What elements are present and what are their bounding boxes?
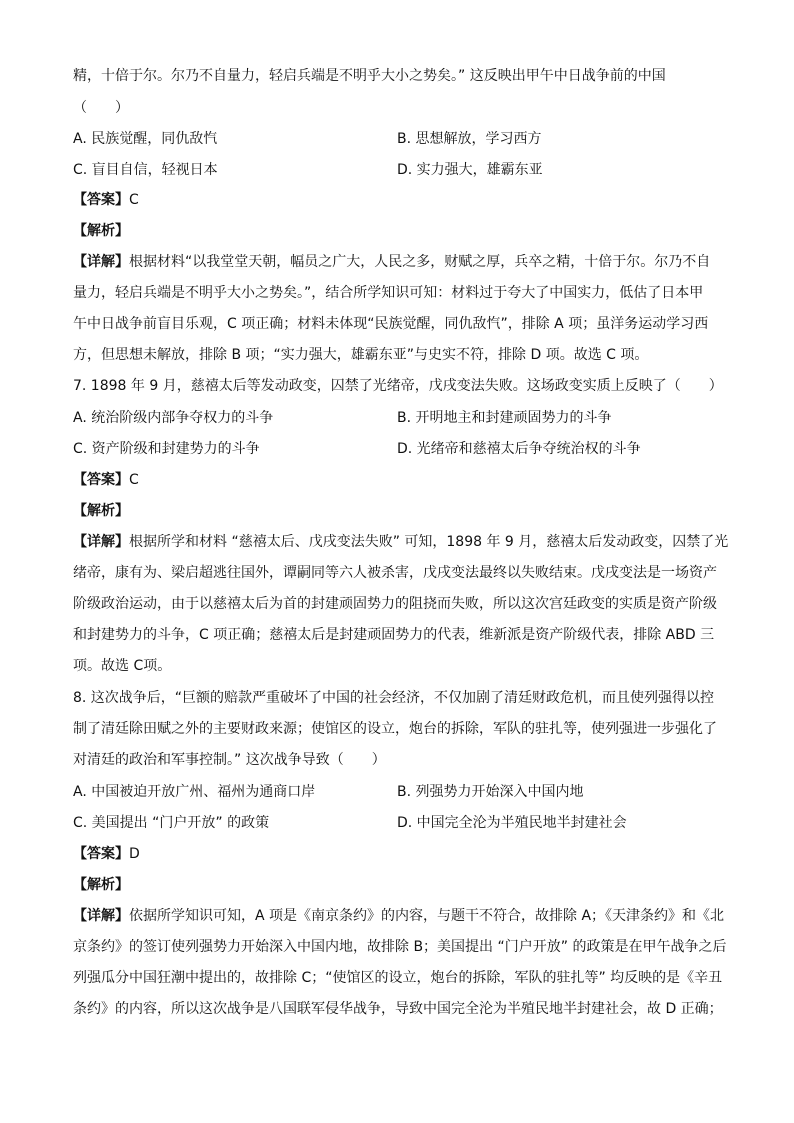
q8-option-d: D. 中国完全沦为半殖民地半封建社会 [397, 815, 627, 831]
q8-detail-line [73, 906, 724, 926]
q8-answer [73, 844, 140, 864]
q6-option-a: A. 民族觉醒，同仇敌忾 [73, 131, 218, 147]
q6-analysis-label: 【解析】 [73, 223, 129, 239]
detail-label: 【详解】 [73, 534, 129, 550]
q7-option-a: A. 统治阶级内部争夺权力的斗争 [73, 410, 274, 426]
q6-option-d: D. 实力强大，雄霸东亚 [397, 162, 543, 178]
q6-option-b: B. 思想解放，学习西方 [397, 131, 542, 147]
q7-answer [73, 470, 139, 490]
q7-detail-line: 项。故选 C项。 [73, 658, 172, 674]
q8-stem-line: 8. 这次战争后，“巨额的赔款严重破坏了中国的社会经济，不仅加剧了清廷财政危机，而且使列强得以控 [73, 690, 715, 706]
q6-answer [73, 190, 139, 210]
q7-stem: 7. 1898 年 9 月，慈禧太后等发动政变，囚禁了光绪帝，戊戌变法失败。这场政变实质上反映了（ ） [73, 378, 723, 394]
q7-detail-line: 阶级政治运动，由于以慈禧太后为首的封建顽固势力的阻挠而失败，所以这次宫廷政变的实质是资产阶级 [73, 596, 717, 612]
q8-detail-line: 列强瓜分中国狂潮中提出的，故排除 C；“使馆区的设立，炮台的拆除，军队的驻扎等” 均反映的是《辛丑 [73, 970, 723, 986]
q8-detail-line: 条约》的内容，所以这次战争是八国联军侵华战争，导致中国完全沦为半殖民地半封建社会，故 D 正确； [73, 1001, 723, 1017]
answer-value: C [129, 192, 139, 208]
detail-label: 【详解】 [73, 908, 129, 924]
q6-detail-line: 量力，轻启兵端是不明乎大小之势矣。”，结合所学知识可知：材料过于夸大了中国实力，低估了日本甲 [73, 285, 704, 301]
answer-value: C [129, 472, 139, 488]
q8-option-c: C. 美国提出 “门户开放” 的政策 [73, 815, 270, 831]
q6-option-c: C. 盲目自信，轻视日本 [73, 162, 218, 178]
q7-option-d: D. 光绪帝和慈禧太后争夺统治权的斗争 [397, 441, 641, 457]
q7-option-c: C. 资产阶级和封建势力的斗争 [73, 441, 260, 457]
answer-label: 【答案】 [73, 472, 129, 488]
q7-detail-line [73, 532, 728, 552]
detail-text: 依据所学知识可知，A 项是《南京条约》的内容，与题干不符合，故排除 A；《天津条约》和《北 [129, 908, 725, 924]
q7-analysis-label: 【解析】 [73, 503, 129, 519]
q8-option-a: A. 中国被迫开放广州、福州为通商口岸 [73, 784, 316, 800]
answer-value: D [129, 846, 140, 862]
detail-text: 根据所学和材料 “慈禧太后、戊戌变法失败” 可知，1898 年 9 月，慈禧太后发动政变，囚禁了光 [129, 534, 729, 550]
q8-analysis-label: 【解析】 [73, 877, 129, 893]
q6-detail-line [73, 252, 710, 272]
q8-detail-line: 京条约》的签订使列强势力开始深入中国内地，故排除 B；美国提出 “门户开放” 的政策是在甲午战争之后 [73, 939, 727, 955]
answer-label: 【答案】 [73, 846, 129, 862]
q7-option-b: B. 开明地主和封建顽固势力的斗争 [397, 410, 612, 426]
q8-option-b: B. 列强势力开始深入中国内地 [397, 784, 584, 800]
q6-paren: （ ） [73, 100, 129, 116]
q7-detail-line: 和封建势力的斗争，C 项正确；慈禧太后是封建顽固势力的代表，维新派是资产阶级代表，排除 ABD 三 [73, 627, 715, 643]
q7-detail-line: 绪帝，康有为、梁启超逃往国外，谭嗣同等六人被杀害，戊戌变法最终以失败结束。戊戌变法是一场资产 [73, 565, 717, 581]
q6-detail-line: 方，但思想未解放，排除 B 项；“实力强大，雄霸东亚”与史实不符，排除 D 项。故选 C 项。 [73, 347, 649, 363]
q6-detail-line: 午中日战争前盲目乐观，C 项正确；材料未体现“民族觉醒，同仇敌忾”，排除 A 项；虽洋务运动学习西 [73, 316, 709, 332]
q8-stem-line: 制了清廷除田赋之外的主要财政来源；使馆区的设立，炮台的拆除，军队的驻扎等，使列强进一步强化了 [73, 721, 717, 737]
detail-label: 【详解】 [73, 254, 129, 270]
q6-stem: 精，十倍于尔。尔乃不自量力，轻启兵端是不明乎大小之势矣。” 这反映出甲午中日战争前的中国 [73, 68, 666, 84]
detail-text: 根据材料“以我堂堂天朝，幅员之广大，人民之多，财赋之厚，兵卒之精，十倍于尔。尔乃不自 [129, 254, 711, 270]
q8-stem-line: 对清廷的政治和军事控制。” 这次战争导致（ ） [73, 752, 386, 768]
answer-label: 【答案】 [73, 192, 129, 208]
